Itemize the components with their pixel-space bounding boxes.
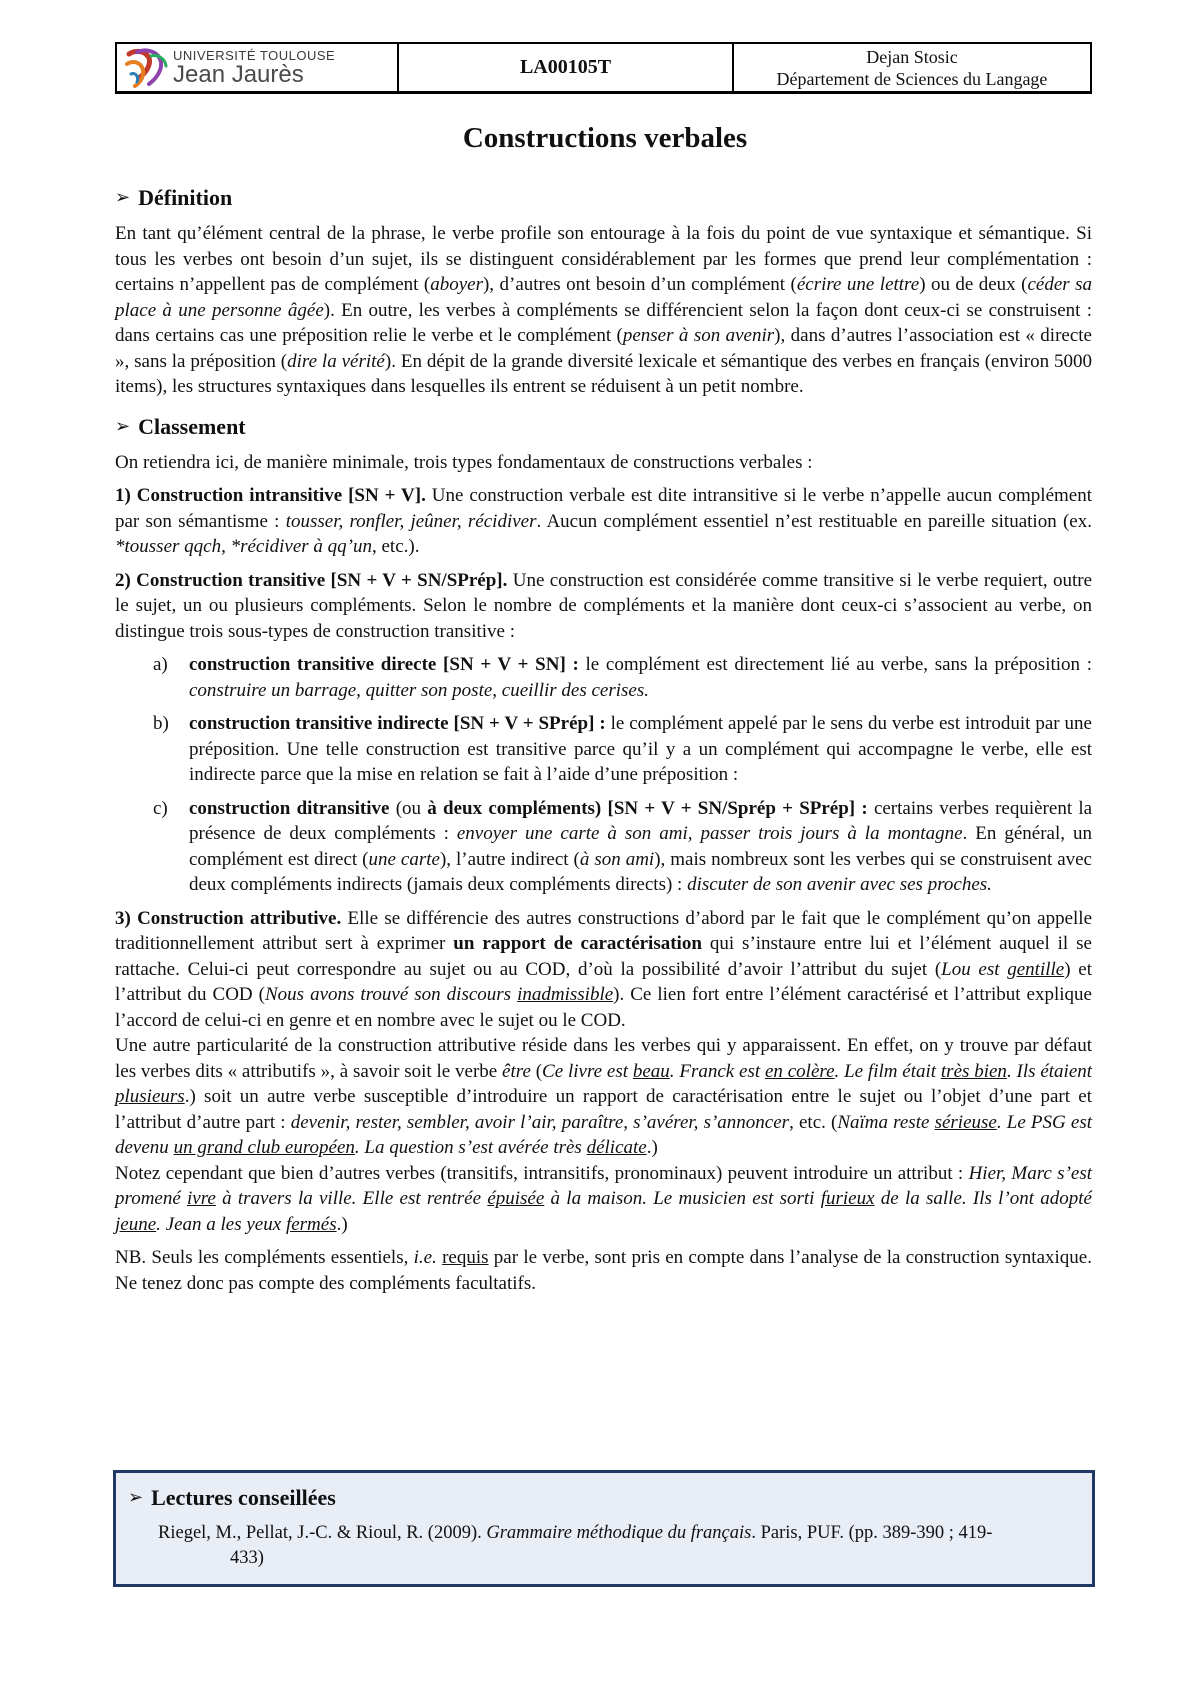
- other-attributive-verbs-paragraph: Notez cependant que bien d’autres verbes (transitifs, intransitifs, pronominaux) peuvent introduire un attribut : Hier, Marc s’est promené ivre à travers la ville. Elle est rentrée épuisée à la maison. Le musicien est sorti furieux de la salle. Ils l’ont adopté jeune. Jean a les yeux fermés.): [115, 1162, 1092, 1235]
- reference-entry: Riegel, M., Pellat, J.-C. & Rioul, R. (2009). Grammaire méthodique du français. Paris, PUF. (pp. 389-390 ; 419- 433): [158, 1523, 993, 1568]
- definition-paragraph: En tant qu’élément central de la phrase, le verbe profile son entourage à la fois du point de vue syntaxique et sémantique. Si tous les verbes ont besoin d’un sujet, ils se distinguent considérablement par les formes que prend leur complémentation : certains n’appellent pas de complément (aboyer), d’autres ont besoin d’un complément (écrire une lettre) ou de deux (céder sa place à une personne âgée). En outre, les verbes à compléments se différencient selon la façon dont ceux-ci se construisent : dans certains cas une préposition relie le verbe et le complément (penser à son avenir), dans d’autres l’association est « directe », sans la préposition (dire la vérité). En dépit de la grande diversité lexicale et sémantique des verbes en français (environ 5000 items), les structures syntaxiques dans lesquelles ils entrent se réduisent à un petit nombre.: [115, 223, 1092, 397]
- page-title: Constructions verbales: [462, 122, 748, 154]
- logo-swirl-icon: [125, 48, 169, 88]
- arrow-bullet-icon: ➢: [115, 187, 131, 208]
- main-content: [115, 183, 1092, 1296]
- construction-transitive: 2) Construction transitive [SN + V + SN/SPrép]. Une construction est considérée comme transitive si le verbe requiert, outre le sujet, un ou plusieurs compléments. Selon le nombre de compléments et la manière dont ceux-ci s’associent au verbe, on distingue trois sous-types de construction transitive :: [115, 569, 1093, 642]
- logo-name-label: Jean Jaurès: [173, 60, 304, 88]
- arrow-bullet-icon: ➢: [115, 415, 131, 437]
- subtype-b: b) construction transitive indirecte [SN + V + SPrép] : le complément appelé par le sens du verbe est introduit par une préposition. Une telle construction est transitive parce qu’il y a un complément qui accompagne le verbe, elle est indirecte parce que la mise en relation se fait à l’aide d’une préposition :: [153, 713, 1092, 785]
- page-header: [115, 42, 1092, 94]
- section-heading-readings: [128, 1483, 1080, 1513]
- section-heading-classement: [115, 412, 1092, 442]
- section-heading-label: Lectures conseillées: [151, 1485, 336, 1510]
- author-name: Dejan Stosic: [866, 46, 958, 67]
- section-heading-label: Définition: [138, 185, 233, 210]
- arrow-bullet-icon: ➢: [128, 1487, 144, 1508]
- course-code: LA00105T: [399, 44, 734, 91]
- subtype-c: c) construction ditransitive (ou à deux compléments) [SN + V + SN/Sprép + SPrép] : certains verbes requièrent la présence de deux compléments : envoyer une carte à son ami, passer trois jours à la montagne. En général, un complément est direct (une carte), l’autre indirect (à son ami), mais nombreux sont les verbes qui se construisent avec deux compléments indirects (jamais deux compléments directs) : discuter de son avenir avec ses proches.: [153, 797, 1093, 895]
- classement-intro: On retiendra ici, de manière minimale, trois types fondamentaux de constructions verbales :: [115, 451, 813, 473]
- construction-attributive: 3) Construction attributive. Elle se différencie des autres constructions d’abord par le fait que le complément qu’on appelle traditionnellement attribut sert à exprimer un rapport de caractérisation qui s’instaure entre lui et l’élément auquel il se rattache. Celui-ci peut correspondre au sujet ou au COD, d’où la possibilité d’avoir l’attribut du sujet (Lou est gentille) et l’attribut du COD (Nous avons trouvé son discours inadmissible). Ce lien fort entre l’élément caractérisé et l’attribut explique l’accord de celui-ci en genre et en nombre avec le sujet ou le COD.: [115, 907, 1093, 1031]
- logo-university-label: UNIVERSITÉ TOULOUSE: [173, 47, 336, 63]
- nb-paragraph: NB. Seuls les compléments essentiels, i.e. requis par le verbe, sont pris en compte dans l’analyse de la construction syntaxique. Ne tenez donc pas compte des compléments facultatifs.: [115, 1247, 1092, 1294]
- section-heading-label: Classement: [138, 413, 246, 439]
- recommended-readings-box: [113, 1470, 1095, 1587]
- section-heading-definition: [115, 183, 1092, 213]
- department-name: Département de Sciences du Langage: [776, 68, 1048, 89]
- attributive-verbs-paragraph: Une autre particularité de la construction attributive réside dans les verbes qui y apparaissent. En effet, on y trouve par défaut les verbes dits « attributifs », à savoir soit le verbe être (Ce livre est beau. Franck est en colère. Le film était très bien. Ils étaient plusieurs.) soit un autre verbe susceptible d’introduire un rapport de caractérisation entre le sujet ou l’objet d’une part et l’attribut d’autre part : devenir, rester, sembler, avoir l’air, paraître, s’avérer, s’annoncer, etc. (Naïma reste sérieuse. Le PSG est devenu un grand club européen. La question s’est avérée très délicate.): [115, 1035, 1093, 1158]
- university-logo: [117, 44, 399, 91]
- construction-intransitive: 1) Construction intransitive [SN + V]. Une construction verbale est dite intransitive si le verbe n’appelle aucun complément par son sémantisme : tousser, ronfler, jeûner, récidiver. Aucun complément essentiel n’est restituable en pareille situation (ex. *tousser qqch, *récidiver à qq’un, etc.).: [115, 485, 1092, 557]
- subtype-a: a) construction transitive directe [SN + V + SN] : le complément est directement lié au verbe, sans la préposition : construire un barrage, quitter son poste, cueillir des cerises.: [153, 654, 1093, 701]
- author-block: [734, 44, 1090, 91]
